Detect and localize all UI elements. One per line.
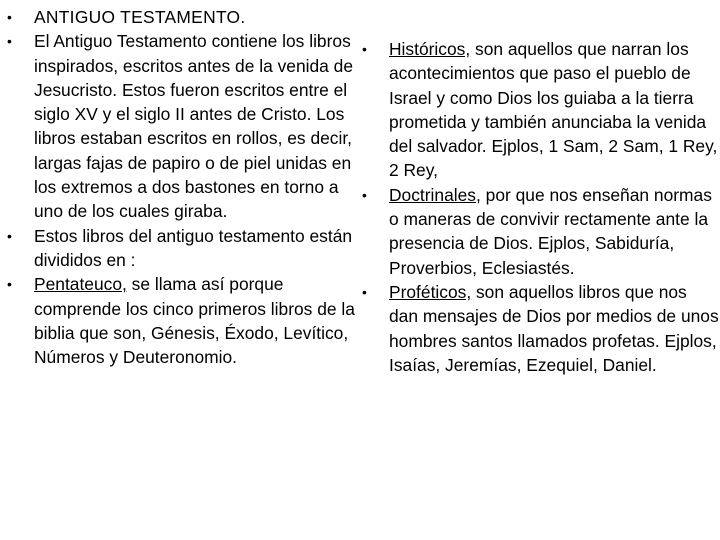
bullet-dot: • [7, 227, 12, 244]
bullet-dot: • [7, 33, 12, 50]
left-column [0, 5, 360, 369]
bullet-doctrinales [356, 183, 720, 280]
intro-text: El Antiguo Testamento contiene los libros inspirados, escritos antes de la venida de Jesucristo. Estos fueron escritos entre el siglo XV y el siglo II antes de Cristo. Los libros estaban escritos en rollos, es decir, largas fajas de papiro o de piel unidas en los extremos a dos bastones en torno a uno de los cuales giraba. [34, 31, 354, 222]
divisions-text: Estos libros del antiguo testamento están divididos en : [34, 225, 353, 270]
doctrinales-term: Doctrinales [389, 184, 476, 205]
bullet-pentateuco [0, 272, 360, 369]
bullet-dot: • [362, 41, 367, 57]
pentateuco-term: Pentateuco, [34, 274, 127, 295]
bullet-dot: • [362, 186, 367, 203]
historicos-text: son aquellos que narran los acontecimientos que paso el pueblo de Israel y como Dios los guiaba a la tierra prometida y también anunciaba la venida del salvador. Ejplos, 1 Sam, 2 Sam, 1 Rey, 2 Rey, [389, 39, 718, 181]
bullet-dot: • [362, 283, 367, 300]
pentateuco-text: se llama así porque comprende los cinco primeros libros de la biblia que son, Génesis, Éxodo, Levítico, Números y Deuteronomio. [34, 274, 355, 368]
historicos-term: Históricos, [389, 39, 471, 59]
profeticos-text: son aquellos libros que nos dan mensajes de Dios por medios de unos hombres santos llamados profetas. Ejplos, Isaías, Jeremías, Ezequiel, Daniel. [389, 281, 719, 375]
section-title: ANTIGUO TESTAMENTO. [34, 7, 246, 27]
bullet-intro [0, 29, 360, 223]
bullet-title [0, 5, 360, 29]
bullet-profeticos [356, 280, 720, 377]
bullet-divisions [0, 224, 360, 273]
profeticos-term: Proféticos, [389, 281, 472, 302]
bullet-historicos [356, 37, 720, 183]
doctrinales-text: , por que nos enseñan normas o maneras de convivir rectamente ante la presencia de Dios. Ejplos, Sabiduría, Proverbios, Eclesiastés. [389, 184, 712, 278]
right-column [356, 37, 720, 377]
bullet-dot: • [7, 276, 12, 293]
bullet-dot: • [7, 9, 12, 25]
